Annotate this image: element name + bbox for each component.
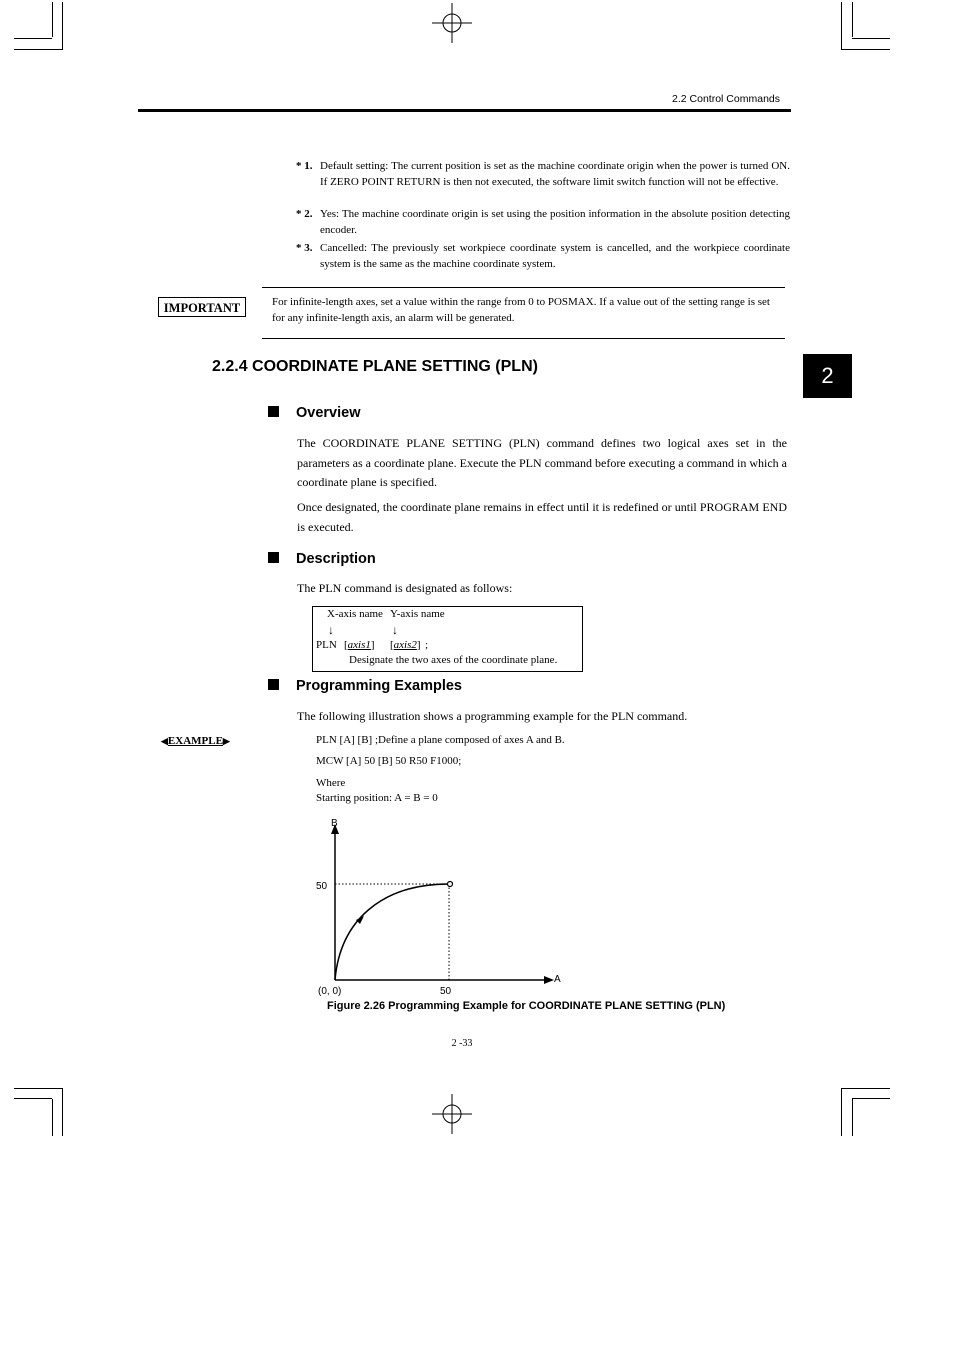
syntax-box [312,606,583,672]
important-rule-bottom [262,338,785,339]
footnote-1 [296,159,790,190]
syntax-axis1: [axis1] [344,639,375,651]
crop-mark [62,2,63,50]
syntax-axis2: [axis2] [390,639,421,651]
x-axis-arrowhead [544,976,554,984]
end-point-marker [448,882,453,887]
y-axis-name-label: Y-axis name [390,608,445,620]
footnote-text: Default setting: The current position is set as the machine coordinate origin when the power is turned ON. If ZERO POINT RETURN is then not executed, the software limit switch function will not be effective. [320,160,790,188]
crop-mark [62,1088,63,1136]
example-label-text: EXAMPLE [167,735,223,747]
important-label: IMPORTANT [158,297,246,317]
crop-mark [841,2,842,50]
x-axis-name-label: X-axis name [327,608,383,620]
syntax-command: PLN [316,639,337,651]
bullet-square-icon [268,552,279,563]
where-label: Where [316,777,346,789]
x-axis-label: A [554,974,561,985]
coordinate-plane-figure [310,812,570,1000]
description-intro: The PLN command is designated as follows: [297,581,513,595]
overview-heading [268,405,361,421]
footnote-mark: * 3. [296,242,313,254]
code-line-1: PLN [A] [B] ;Define a plane composed of axes A and B. [316,734,565,746]
footnote-mark: * 1. [296,160,313,172]
syntax-terminator: ; [425,639,429,651]
y-axis-label: B [331,818,338,829]
crop-mark [852,1099,853,1136]
footnote-text: Yes: The machine coordinate origin is set using the position information in the absolute position detecting encoder. [320,208,790,236]
arc-path [335,884,449,980]
page-number: 2 -33 [451,1038,473,1049]
crop-mark [52,2,53,37]
triangle-left-icon: ◀ [161,736,168,746]
origin-label: (0, 0) [318,986,342,997]
chapter-tab: 2 [803,354,852,398]
x-tick-label: 50 [440,986,452,997]
running-header: 2.2 Control Commands [672,93,780,105]
footnote-2 [296,207,790,238]
important-rule-top [262,287,785,288]
code-line-2: MCW [A] 50 [B] 50 R50 F1000; [316,755,462,767]
syntax-note: Designate the two axes of the coordinate plane. [349,654,558,666]
triangle-right-icon: ▶ [222,736,230,746]
crop-mark [852,1098,890,1099]
crop-mark [14,1098,52,1099]
registration-mark-bottom [432,1094,472,1134]
crop-mark [14,38,52,39]
arrow-down-icon: ↓ [392,623,398,637]
crop-mark [52,1099,53,1136]
footnote-3 [296,241,790,272]
crop-mark [852,38,890,39]
y-tick-label: 50 [316,881,328,892]
bullet-square-icon [268,679,279,690]
figure-caption: Figure 2.26 Programming Example for COORDINATE PLANE SETTING (PLN) [327,1000,726,1012]
header-rule [138,109,791,112]
crop-mark [852,2,853,37]
footnote-mark: * 2. [296,208,313,220]
programming-heading [268,678,462,694]
section-title: 2.2.4 COORDINATE PLANE SETTING (PLN) [212,358,538,375]
crop-mark [841,1088,890,1089]
crop-mark [14,1088,63,1089]
overview-para-2: Once designated, the coordinate plane remains in effect until it is redefined or until PROGRAM END is executed. [297,500,787,534]
description-heading-text: Description [296,551,376,567]
starting-position: Starting position: A = B = 0 [316,792,438,804]
arrow-down-icon: ↓ [328,623,334,637]
example-label [161,735,230,747]
programming-heading-text: Programming Examples [296,678,462,694]
bullet-square-icon [268,406,279,417]
description-heading [268,551,376,567]
overview-heading-text: Overview [296,405,361,421]
important-text: For infinite-length axes, set a value within the range from 0 to POSMAX. If a value out of the setting range is set for any infinite-length axis, an alarm will be generated. [272,296,770,324]
crop-mark [841,1088,842,1136]
footnote-text: Cancelled: The previously set workpiece coordinate system is cancelled, and the workpiece coordinate system is the same as the machine coordinate system. [320,242,790,270]
overview-para-1: The COORDINATE PLANE SETTING (PLN) command defines two logical axes set in the parameters as a coordinate plane. Execute the PLN command before executing a command in which a coordinate plane is specified. [297,436,787,489]
crop-mark [14,49,63,50]
programming-intro: The following illustration shows a programming example for the PLN command. [297,709,688,723]
crop-mark [841,49,890,50]
registration-mark-top [432,3,472,43]
